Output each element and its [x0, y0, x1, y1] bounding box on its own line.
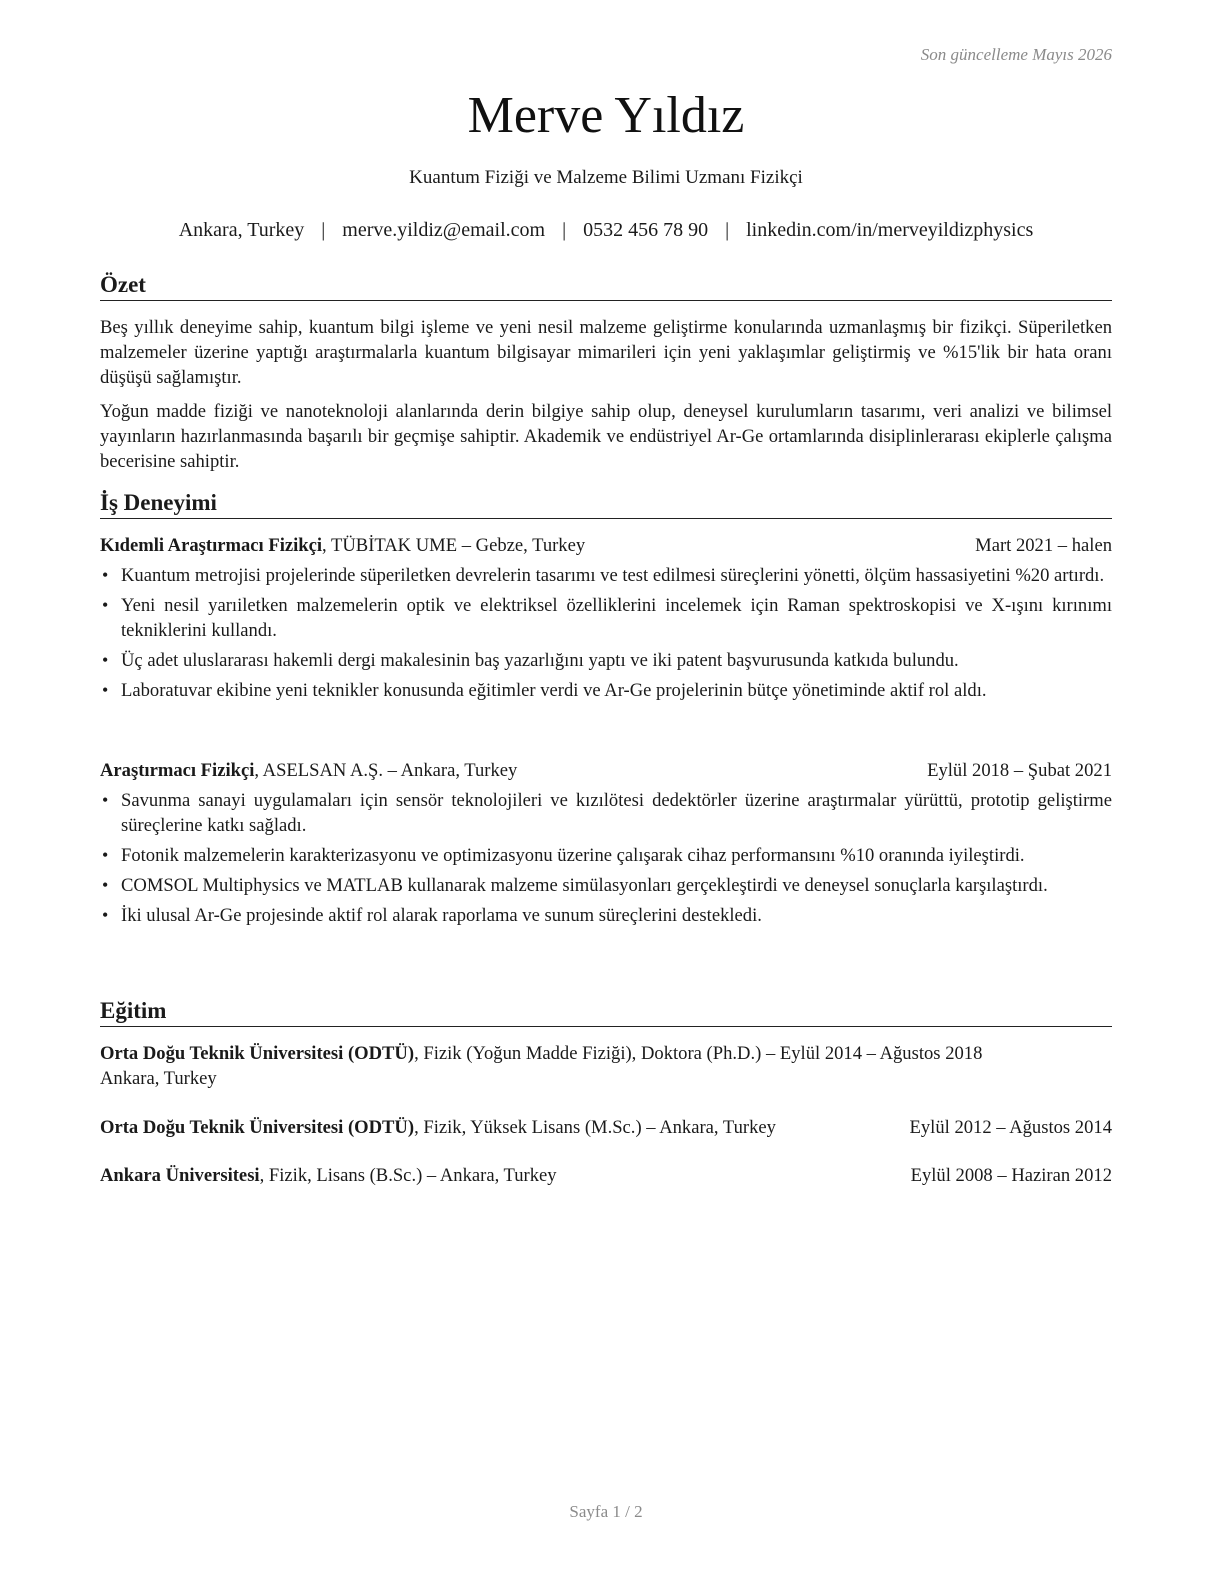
contact-location: Ankara, Turkey — [178, 219, 305, 241]
list-item: • COMSOL Multiphysics ve MATLAB kullanarak malzeme simülasyonları gerçekleştirdi ve deneysel sonuçlarla karşılaştırdı. — [100, 873, 1112, 898]
list-item: • Laboratuvar ekibine yeni teknikler konusunda eğitimler verdi ve Ar-Ge projelerinin bütçe yönetiminde aktif rol aldı. — [100, 678, 1112, 703]
job-org: , ASELSAN A.Ş. – Ankara, Turkey — [254, 760, 518, 781]
page-number: Sayfa 1 / 2 — [569, 1502, 643, 1521]
contact-phone: 0532 456 78 90 — [583, 219, 709, 241]
school-name: Orta Doğu Teknik Üniversitesi (ODTÜ) — [100, 1117, 415, 1138]
tagline: Kuantum Fiziği ve Malzeme Bilimi Uzmanı Fizikçi — [409, 167, 803, 188]
summary-paragraph: Yoğun madde fiziği ve nanoteknoloji alanlarında derin bilgiye sahip olup, deneysel kurulumların tasarımı, veri analizi ve bilimsel yayınların hazırlanmasında başarılı bir geçmişe sahiptir. Akademik ve endüstriyel Ar-Ge ortamlarında disiplinlerarası ekiplerle çalışma becerisine sahiptir. — [100, 401, 1112, 472]
job-header — [100, 533, 1112, 558]
school-name: Ankara Üniversitesi — [100, 1165, 260, 1186]
contact-email[interactable]: merve.yildiz@email.com — [342, 219, 546, 241]
candidate-name: Merve Yıldız — [467, 87, 745, 144]
education-dates: Eylül 2012 – Ağustos 2014 — [909, 1117, 1112, 1138]
job-dates: Mart 2021 – halen — [975, 535, 1112, 556]
list-item: • Kuantum metrojisi projelerinde süperiletken devrelerin tasarımı ve test edilmesi süreçlerini yönetti, ölçüm hassasiyetini %20 artırdı. — [100, 563, 1112, 588]
job-role: Kıdemli Araştırmacı Fizikçi — [100, 535, 323, 556]
contact-separator: | — [321, 219, 326, 241]
education-entry — [100, 1041, 1112, 1091]
contact-separator: | — [562, 219, 567, 241]
contact-linkedin[interactable]: linkedin.com/in/merveyildizphysics — [746, 219, 1034, 241]
job-header — [100, 758, 1112, 783]
school-name: Orta Doğu Teknik Üniversitesi (ODTÜ) — [100, 1043, 415, 1064]
list-item: • Savunma sanayi uygulamaları için sensör teknolojileri ve kızılötesi dedektörler üzerine araştırmalar yürüttü, prototip geliştirme süreçlerine katkı sağladı. — [100, 788, 1112, 838]
summary-paragraph: Beş yıllık deneyime sahip, kuantum bilgi işleme ve yeni nesil malzeme geliştirme konularında uzmanlaşmış bir fizikçi. Süperiletken malzemeler üzerine yaptığı araştırmalarla kuantum bilgisayar mimarileri için yeni yaklaşımlar geliştirmiş ve %15'lik bir hata oranı düşüşü sağlamıştır. — [100, 317, 1112, 388]
education-entry — [100, 1163, 1112, 1188]
list-item: • Fotonik malzemelerin karakterizasyonu ve optimizasyonu üzerine çalışarak cihaz performansını %10 oranında iyileştirdi. — [100, 843, 1112, 868]
job-dates: Eylül 2018 – Şubat 2021 — [927, 760, 1112, 781]
job-bullets — [100, 788, 1112, 933]
education-dates: Eylül 2008 – Haziran 2012 — [910, 1165, 1112, 1186]
job-role: Araştırmacı Fizikçi — [100, 760, 255, 781]
list-item: • İki ulusal Ar-Ge projesinde aktif rol alarak raporlama ve sunum süreçlerini destekledi. — [100, 903, 1112, 928]
education-detail: , Fizik (Yoğun Madde Fiziği), Doktora (Ph.D.) – Eylül 2014 – Ağustos 2018 — [414, 1043, 983, 1064]
education-detail: , Fizik, Yüksek Lisans (M.Sc.) – Ankara, Turkey — [414, 1117, 776, 1138]
last-updated: Son güncelleme Mayıs 2026 — [920, 45, 1112, 64]
section-title-summary: Özet — [100, 271, 1112, 301]
education-detail: , Fizik, Lisans (B.Sc.) – Ankara, Turkey — [259, 1165, 557, 1186]
contact-line — [100, 219, 1112, 242]
section-title-experience: İş Deneyimi — [100, 489, 1112, 519]
list-item: • Üç adet uluslararası hakemli dergi makalesinin baş yazarlığını yaptı ve iki patent başvurusunda katkıda bulundu. — [100, 648, 1112, 673]
education-entry — [100, 1115, 1112, 1140]
section-title-education: Eğitim — [100, 997, 1112, 1027]
education-location: Ankara, Turkey — [100, 1068, 217, 1089]
list-item: • Yeni nesil yarıiletken malzemelerin optik ve elektriksel özelliklerini incelemek için Raman spektroskopisi ve X-ışını kırınımı tekniklerini kullandı. — [100, 593, 1112, 643]
job-org: , TÜBİTAK UME – Gebze, Turkey — [322, 535, 586, 556]
contact-separator: | — [725, 219, 730, 241]
job-bullets — [100, 563, 1112, 708]
resume-page — [100, 0, 1112, 1584]
